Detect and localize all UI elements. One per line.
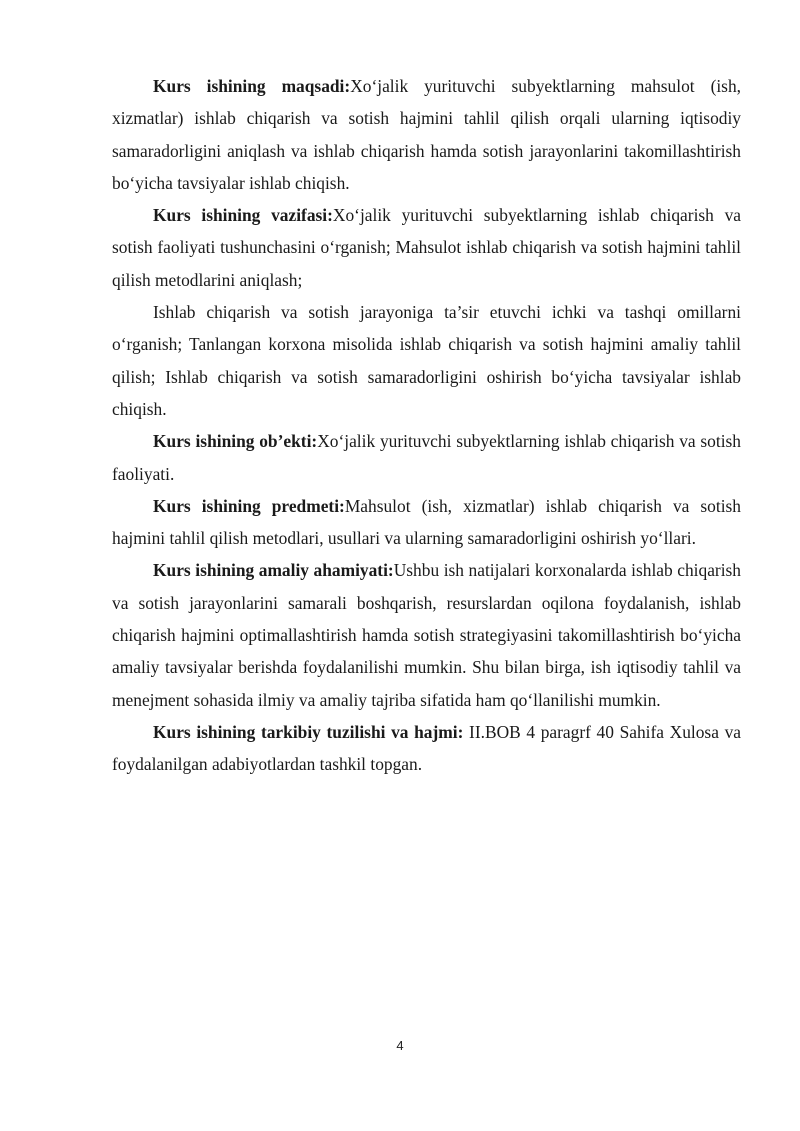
paragraph-label: Kurs ishining vazifasi:: [153, 205, 333, 226]
paragraph-text: II.BOB 4 paragrf 40 Sahifa Xulosa va foydalanilgan adabiyotlardan tashkil topgan.: [112, 721, 741, 775]
paragraph-text: Ishlab chiqarish va sotish jarayoniga ta’sir etuvchi ichki va tashqi omillarni o‘rganish; Tanlangan korxona misolida ishlab chiqarish va sotish hajmini amaliy tahlil qilish; Ishlab chiqarish va sotish samaradorligini oshirish bo‘yicha tavsiyalar ishlab chiqish.: [112, 302, 741, 419]
paragraph-text: Mahsulot (ish, xizmatlar) ishlab chiqarish va sotish hajmini tahlil qilish metodlari, usullari va ularning samaradorligini oshirish yo‘llari.: [112, 495, 741, 549]
document-body: [112, 70, 741, 781]
paragraph-subject: [112, 490, 741, 555]
paragraph-tasks: [112, 199, 741, 296]
paragraph-practical-significance: [112, 554, 741, 715]
paragraph-label: Kurs ishining amaliy ahamiyati:: [153, 560, 394, 581]
paragraph-text: Ushbu ish natijalari korxonalarda ishlab chiqarish va sotish jarayonlarini samarali boshqarish, resurslardan oqilona foydalanish, ishlab chiqarish hajmini optimallashtirish hamda sotish strategiyasini takomillashtirish bo‘yicha amaliy tavsiyalar berishda foydalanilishi mumkin. Shu bilan birga, ish iqtisodiy tahlil va menejment sohasida ilmiy va amaliy tajriba sifatida ham qo‘llanilishi mumkin.: [112, 560, 742, 710]
page-number: 4: [396, 1038, 404, 1053]
paragraph-label: Kurs ishining ob’ekti:: [153, 431, 318, 452]
paragraph-label: Kurs ishining predmeti:: [153, 495, 345, 516]
paragraph-tasks-continued: [112, 296, 741, 425]
paragraph-label: Kurs ishining maqsadi:: [153, 76, 351, 96]
paragraph-text: Xo‘jalik yurituvchi subyektlarning mahsulot (ish, xizmatlar) ishlab chiqarish va sotish hajmini tahlil qilish orqali ularning iqtisodiy samaradorligini aniqlash va ishlab chiqarish hamda sotish jarayonlarini takomillashtirish bo‘yicha tavsiyalar ishlab chiqish.: [112, 76, 741, 193]
paragraph-goal: [112, 70, 741, 199]
paragraph-text: Xo‘jalik yurituvchi subyektlarning ishlab chiqarish va sotish faoliyati tushunchasini o‘rganish; Mahsulot ishlab chiqarish va sotish hajmini tahlil qilish metodlarini aniqlash;: [112, 205, 741, 290]
paragraph-text: Xo‘jalik yurituvchi subyektlarning ishlab chiqarish va sotish faoliyati.: [112, 431, 741, 484]
paragraph-object: [112, 425, 741, 490]
paragraph-structure: [112, 716, 741, 781]
paragraph-label: Kurs ishining tarkibiy tuzilishi va hajmi:: [153, 721, 464, 742]
